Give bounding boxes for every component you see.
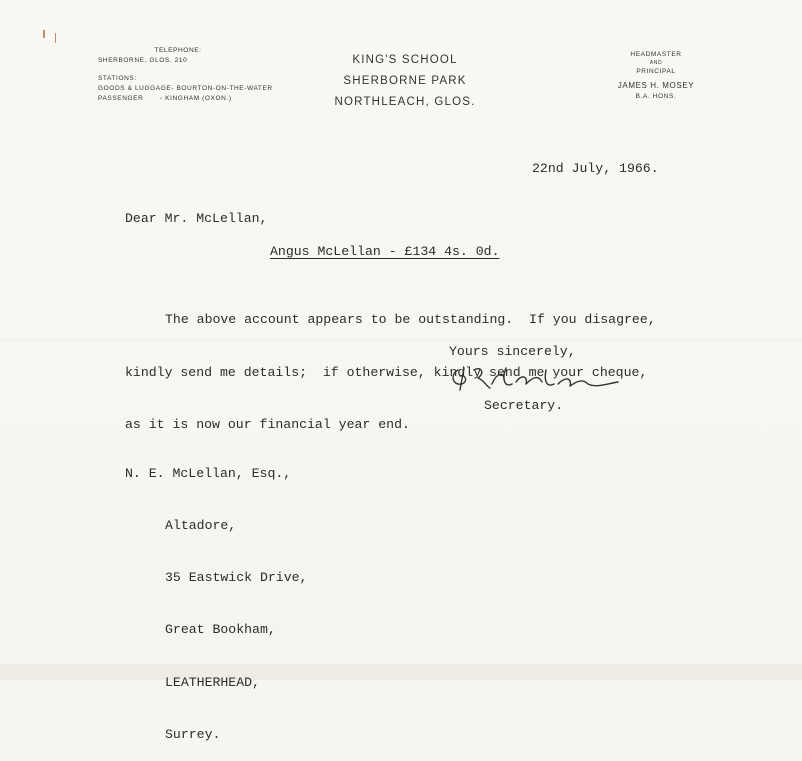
body-line: The above account appears to be outstanding. If you disagree,	[165, 312, 656, 327]
address-line: Great Bookham,	[165, 622, 276, 638]
telephone-number: SHERBORNE, GLOS. 210	[98, 57, 188, 64]
headmaster-and: AND	[649, 60, 663, 66]
recipient-address	[125, 430, 307, 761]
signature	[446, 360, 626, 396]
address-line: 35 Eastwick Drive,	[165, 570, 308, 586]
goods-value: - BOURTON-ON-THE-WATER	[171, 85, 273, 92]
body-line: kindly send me details; if otherwise, kindly send me your cheque,	[125, 364, 648, 380]
paper-edge	[0, 664, 802, 680]
passenger-row	[98, 94, 273, 104]
headmaster-name: JAMES H. MOSEY	[617, 81, 695, 90]
school-location: SHERBORNE PARK	[343, 75, 467, 87]
letter-role: Secretary.	[484, 398, 564, 413]
school-town: NORTHLEACH, GLOS.	[334, 96, 476, 108]
headmaster-block	[600, 50, 712, 102]
school-name: KING'S SCHOOL	[352, 54, 458, 66]
address-line: Altadore,	[165, 518, 237, 534]
stain-mark	[43, 30, 45, 38]
address-line: N. E. McLellan, Esq.,	[125, 465, 292, 481]
body-line: as it is now our financial year end.	[125, 417, 410, 432]
letter-salutation: Dear Mr. McLellan,	[125, 211, 268, 226]
stations-label: STATIONS:	[98, 75, 137, 82]
school-name-block	[320, 50, 490, 113]
letterhead-contact	[98, 46, 273, 104]
goods-row	[98, 84, 273, 94]
passenger-label: PASSENGER	[98, 95, 144, 102]
letter-closing: Yours sincerely,	[449, 344, 576, 359]
address-line: LEATHERHEAD,	[165, 674, 260, 690]
principal-title: PRINCIPAL	[636, 68, 676, 75]
stain-mark	[55, 33, 56, 43]
passenger-value: - KINGHAM (OXON.)	[160, 95, 232, 102]
goods-label: GOODS & LUGGAGE	[98, 85, 172, 92]
headmaster-title: HEADMASTER	[630, 51, 682, 58]
telephone-label: TELEPHONE:	[154, 47, 202, 54]
letter-subject: Angus McLellan - £134 4s. 0d.	[270, 244, 500, 259]
headmaster-degree: B.A. HONS.	[635, 93, 677, 100]
address-line: Surrey.	[165, 726, 221, 742]
letter-date: 22nd July, 1966.	[532, 161, 659, 176]
